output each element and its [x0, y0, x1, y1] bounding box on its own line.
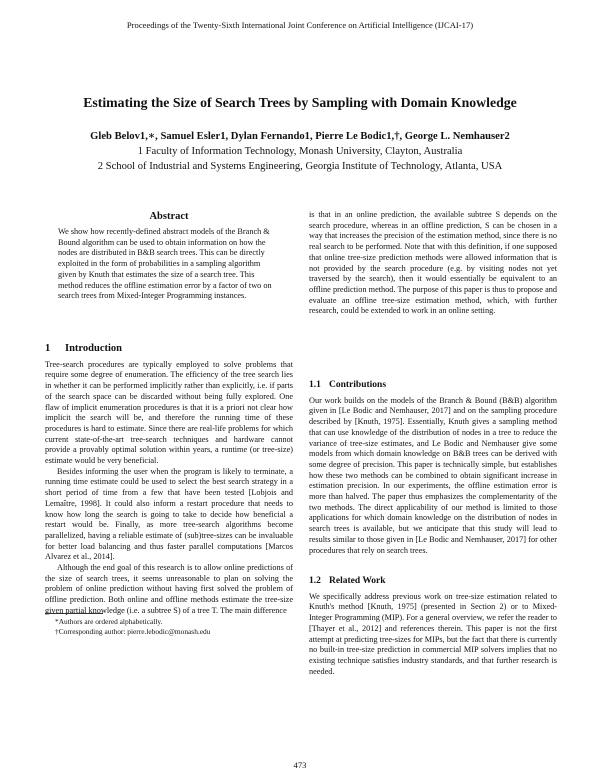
author-list: Gleb Belov1,∗, Samuel Esler1, Dylan Fernando1, Pierre Le Bodic1,†, George L. Nemhauser2 [90, 131, 510, 142]
right-column-intro-continued: is that in an online prediction, the available subtree S depends on the search procedure, whereas in an offline prediction, S can be chosen in a way that increases the precision of the estimation method, since there is no real search to be performed. Note that with this definition, if one supposed that online tree-size prediction methods were allowed information that is not provided by the search procedure (e.g. by visiting nodes not yet traversed by the search), then it would essentially be equivalent to an offline prediction method. The purpose of this paper is thus to propose and evaluate an offline tree-size estimation method, which, with further research, could be extended to work in an online setting. [309, 210, 557, 316]
abstract-text: We show how recently-defined abstract models of the Branch & Bound algorithm can be used to obtain information on how the nodes are distributed in B&B search trees. This can be directly exploited in the form of probabilities in a sampling algorithm given by Knuth that estimates the size of a search tree. This method reduces the offline estimation error by a factor of two on search trees from Mixed-Integer Programming instances. [58, 227, 272, 301]
introduction-section [45, 344, 293, 617]
contributions-paragraph: Our work builds on the models of the Branch & Bound (B&B) algorithm given in [Le Bodic and Nemhauser, 2017] and on the sampling procedure described by [Knuth, 1975]. Essentially, Knuth gives a sampling method that can use knowledge of the distribution of nodes in a tree to reduce the variance of tree-size estimates, and Le Bodic and Nemhauser give some models from which domain knowledge on B&B trees can be derived with some degree of precision. This paper is technically simple, but establishes how these two methods can be combined to obtain significant increase in estimation precision. In our experiments, the offline estimation error is more than halved. The paper thus emphasizes the complementarity of the two methods. The direct applicability of our method is limited to those applications for which domain knowledge on the distribution of nodes in search trees is available, but we anticipate that this study will lead to results similar to those given in [Le Bodic and Nemhauser, 2017] for other procedures that rely on search trees. [309, 395, 557, 555]
paper-title: Estimating the Size of Search Trees by Sampling with Domain Knowledge [83, 95, 517, 110]
subsection-title: Related Work [329, 576, 386, 586]
page-number: 473 [293, 760, 307, 770]
affiliation-2: 2 School of Industrial and Systems Engineering, Georgia Institute of Technology, Atlanta, USA [97, 161, 503, 172]
footnote-rule [45, 613, 103, 614]
intro-paragraph-2: Besides informing the user when the program is likely to terminate, a running time estimate could be used to select the best search strategy in a short period of time from a few that have been tested [Lobjois and Lemaître, 1998]. It could also inform a restart procedure that needs to know how long the search is going to take to decide how beneficial a restart would be. Finally, as more tree-search algorithms become parallelized, having a reliable estimate of (sub)tree-sizes can be invaluable for better load balancing and thus faster parallel computations [Marcos Alvarez et al., 2014]. [45, 466, 293, 562]
contributions-heading [309, 380, 557, 391]
intro-paragraph-3: Although the end goal of this research is to allow online predictions of the size of search trees, it seems unreasonable to plan on solving the problem of online prediction without having first solved the problem of offline prediction. Both online and offline methods estimate the tree-size given partial knowledge (i.e. a subtree S) of a tree T. The main difference [45, 563, 293, 615]
proceedings-header: Proceedings of the Twenty-Sixth International Joint Conference on Artificial Intelligence (IJCAI-17) [126, 20, 474, 30]
contributions-section [309, 380, 557, 556]
footnote-2: †Corresponding author: pierre.lebodic@monash.edu [55, 626, 211, 636]
footnotes [45, 617, 293, 636]
subsection-title: Contributions [329, 380, 387, 390]
subsection-number: 1.1 [309, 380, 321, 390]
related-work-paragraph: We specifically address previous work on tree-size estimation related to Knuth's method [Knuth, 1975] (presented in Section 2) or to Mixed-Integer Programming (MIP). For a general overview, we refer the reader to [Thayer et al., 2012] and references therein. This paper is not the first attempt at predicting tree-sizes for MIPs, but the fact that there is currently no built-in tree-size prediction in commercial MIP solvers implies that no existing technique satisfies industry standards, and that further research is needed. [309, 591, 557, 676]
abstract-heading: Abstract [149, 211, 189, 222]
intro-paragraph-1: Tree-search procedures are typically employed to solve problems that require some degree of enumeration. The efficiency of the tree search lies in whether it can be performed implicitly rather than explicitly, i.e. if parts of the search space can be discarded without being fully explored. One flaw of implicit enumeration procedures is that it is a priori not clear how implicit the search will be, and therefore the running time of these procedures is hard to estimate. Since there are real-life problems for which current state-of-the-art tree-search techniques and hardware cannot provide a provably optimal solution within years, a runtime (or tree-size) estimate would be very beneficial. [45, 359, 293, 466]
related-work-heading [309, 576, 557, 587]
affiliation-1: 1 Faculty of Information Technology, Monash University, Clayton, Australia [137, 146, 463, 157]
subsection-number: 1.2 [309, 576, 321, 586]
introduction-heading [45, 344, 293, 355]
section-number: 1 [45, 343, 51, 354]
footnote-1: *Authors are ordered alphabetically. [55, 617, 163, 626]
section-title: Introduction [65, 343, 122, 354]
related-work-section [309, 576, 557, 677]
